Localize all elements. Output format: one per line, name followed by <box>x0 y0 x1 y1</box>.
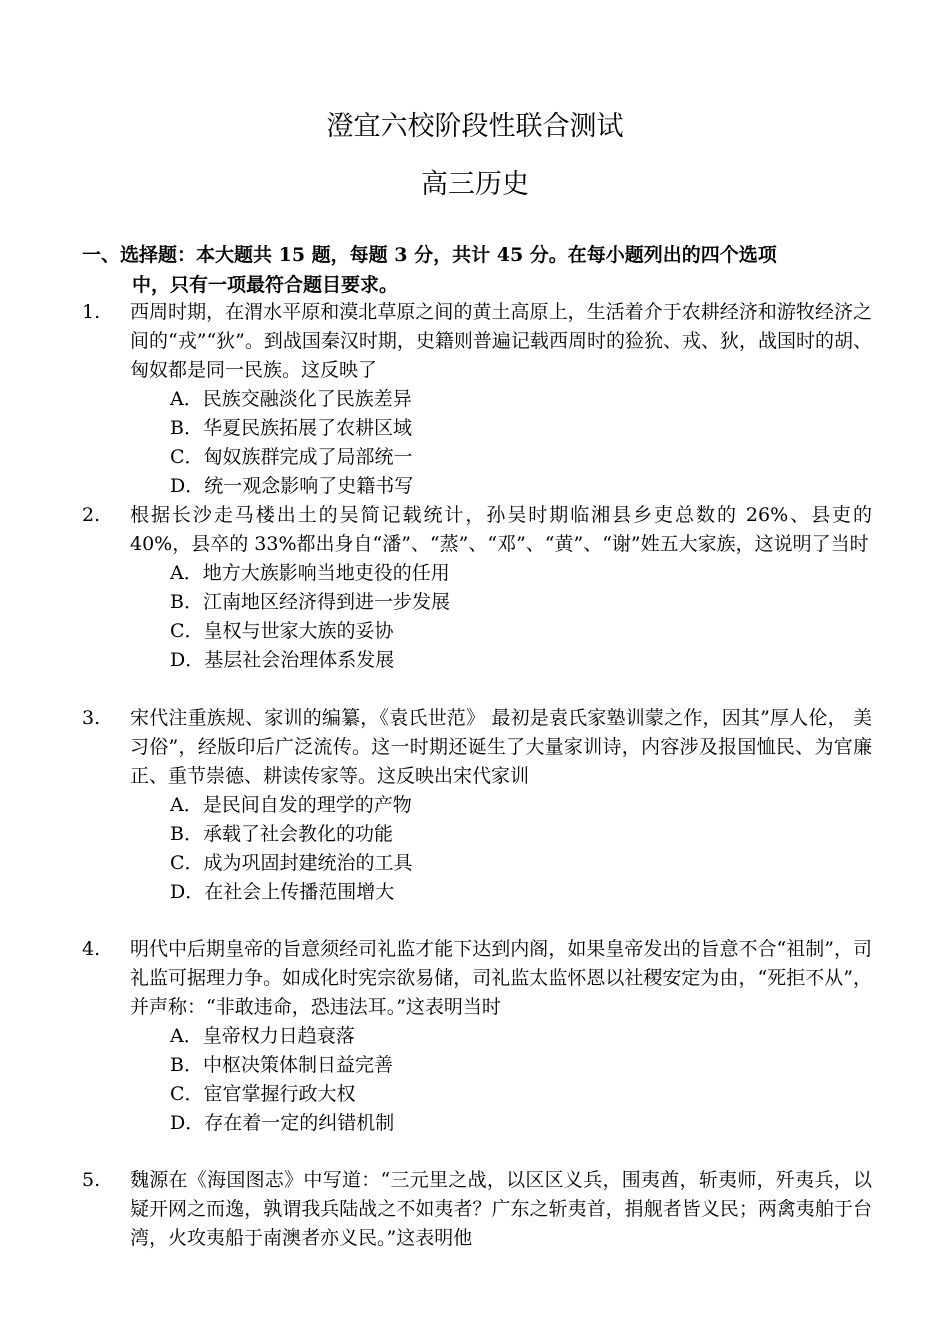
question-text: 明代中后期皇帝的旨意须经司礼监才能下达到内阁，如果皇帝发出的旨意不合“祖制”，司礼监可据理力争。如成化时宪宗欲易储，司礼监太监怀恩以社稷安定为由，“死拒不从”，并声称：“非敢违命，恐违法耳。”这表明当时 <box>130 938 872 1018</box>
question-text: 宋代注重族规、家训的编纂，《袁氏世范》 最初是袁氏家塾训蒙之作，因其”厚人伦， 美习俗”，经版印后广泛流传。这一时期还诞生了大量家训诗，内容涉及报国恤民、为官廉正、重节崇德、耕读传家等。这反映出宋代家训 <box>130 707 872 787</box>
section-heading-line: 一、选择题：本大题共 15 题，每题 3 分，共计 45 分。在每小题列出的四个选项 <box>82 244 777 266</box>
option-b: B．江南地区经济得到进一步发展 <box>170 591 450 613</box>
option-b: B．中枢决策体制日益完善 <box>170 1054 393 1076</box>
question-text: 西周时期，在渭水平原和漠北草原之间的黄土高原上，生活着介于农耕经济和游牧经济之间的“戎”“狄”。到战国秦汉时期，史籍则普遍记载西周时的猃狁、戎、狄，战国时的胡、匈奴都是同一民族。这反映了 <box>130 301 872 381</box>
option-d: D．存在着一定的纠错机制 <box>170 1112 395 1134</box>
page-subtitle: 高三历史 <box>421 169 529 200</box>
option-a: A．是民间自发的理学的产物 <box>170 794 412 816</box>
option-d: D．在社会上传播范围增大 <box>170 881 395 903</box>
question-number: 1. <box>82 301 101 323</box>
option-c: C．皇权与世家大族的妥协 <box>170 620 394 642</box>
question-3 <box>82 704 872 907</box>
question-number: 5. <box>82 1169 101 1191</box>
section-heading-line: 中，只有一项最符合题目要求。 <box>132 274 399 296</box>
option-d: D．基层社会治理体系发展 <box>170 649 395 671</box>
question-text: 根据长沙走马楼出土的吴简记载统计，孙吴时期临湘县乡吏总数的 26%、县吏的 40%，县卒的 33%都出身自“潘”、“蒸”、“邓”、“黄”、“谢”姓五大家族，这说明了当时 <box>130 504 872 555</box>
option-b: B．承载了社会教化的功能 <box>170 823 393 845</box>
question-number: 2. <box>82 504 101 526</box>
question-1 <box>82 298 872 501</box>
option-a: A．地方大族影响当地吏役的任用 <box>170 562 450 584</box>
section-heading <box>82 240 872 300</box>
option-a: A．民族交融淡化了民族差异 <box>170 388 412 410</box>
question-4 <box>82 935 872 1138</box>
question-text: 魏源在《海国图志》中写道：“三元里之战，以区区义兵，围夷酋，斩夷师，歼夷兵，以疑开网之而逸，孰谓我兵陆战之不如夷者？广东之斩夷首，捐舰者皆义民；两禽夷舶于台湾，火攻夷船于南澳者亦义民。”这表明他 <box>130 1169 872 1249</box>
option-c: C．成为巩固封建统治的工具 <box>170 852 413 874</box>
option-c: C．匈奴族群完成了局部统一 <box>170 446 413 468</box>
question-2 <box>82 501 872 675</box>
option-c: C．宦官掌握行政大权 <box>170 1083 356 1105</box>
option-d: D．统一观念影响了史籍书写 <box>170 475 414 497</box>
page-title: 澄宜六校阶段性联合测试 <box>326 111 624 142</box>
question-number: 3. <box>82 707 101 729</box>
option-a: A．皇帝权力日趋衰落 <box>170 1025 355 1047</box>
question-number: 4. <box>82 938 101 960</box>
question-5 <box>82 1166 872 1253</box>
option-b: B．华夏民族拓展了农耕区域 <box>170 417 412 439</box>
